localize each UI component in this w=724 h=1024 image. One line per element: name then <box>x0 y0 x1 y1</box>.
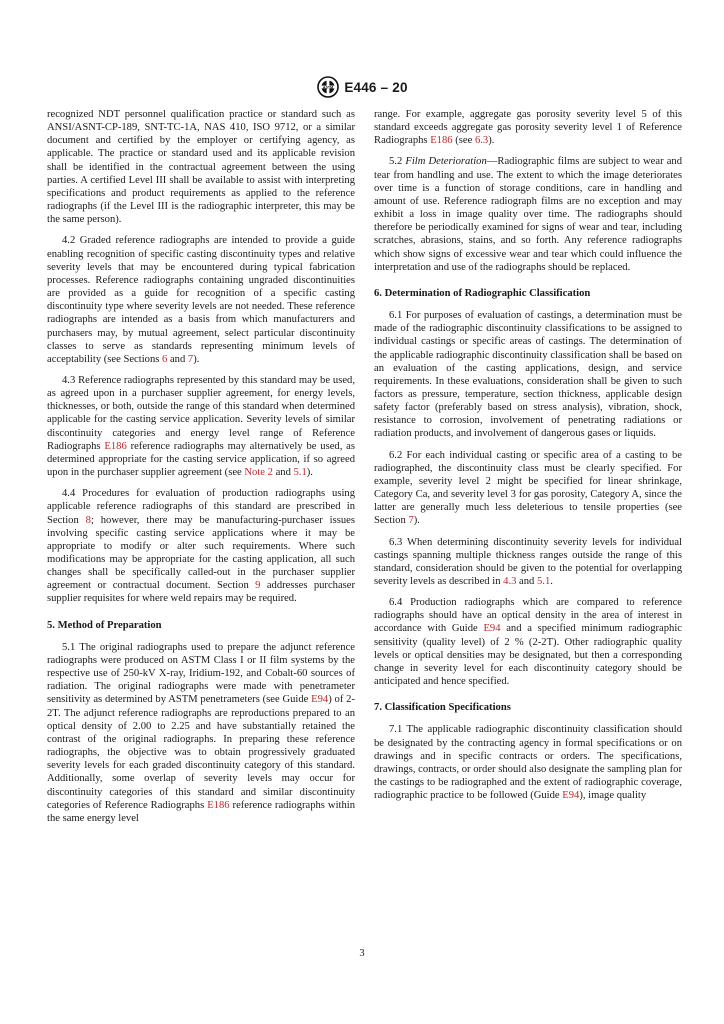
paragraph-6-1: 6.1 For purposes of evaluation of castings, a determination must be made of the radiographic discontinuity classifications to be assigned to individual castings or specific areas of castings. The determination of the applicable radiographic discontinuity classification shall be based on an evaluation of the casting applications, design, and service requirements. In these evaluations, consideration shall be given to such factors as pressure, temperature, section thickness, applicable design safety factor (preferably based on stress analysis), vibration, shock, resistance to corrosion, involvement of penetrating radiations or radiation products, and involvement of dangerous gases or liquids. <box>374 310 682 440</box>
paragraph-6-4: 6.4 Production radiographs which are compared to reference radiographs should have an optical density in the area of interest in accordance with Guide E94 and a specified minimum radiographic sensitivity (quality level) of 2 % (2-2T). Other radiographic quality levels or optical densities may be designated, but then a corresponding change in severity level for each discontinuity category should be anticipated and hence specified. <box>374 597 682 688</box>
link-e186[interactable]: E186 <box>430 135 453 147</box>
link-e186[interactable]: E186 <box>207 799 230 811</box>
link-note-2[interactable]: Note 2 <box>244 467 273 479</box>
link-5-1[interactable]: 5.1 <box>537 576 551 587</box>
paragraph-4-4: 4.4 Procedures for evaluation of production radiographs using applicable reference radiographs of this standard are prescribed in Section 8; however, there may be manufacturing-purchaser issues involving specific casting service applications where it may be appropriate to modify or alter such requirements. Where such modifications may be appropriate for the casting application, all such changes shall be specifically called-out in the purchaser supplier agreement or contractual document. Section 9 addresses purchaser supplier requisites for where weld repairs may be required. <box>47 488 356 605</box>
left-column <box>47 108 355 833</box>
paragraph-4-3: 4.3 Reference radiographs represented by this standard may be used, as agreed upon in a purchaser supplier agreement, for energy levels, thicknesses, or both, outside the range of this standard when determined applicable for the casting service application. Severity levels of similar discontinuity categories and energy level range of Reference Radiographs E186 reference radiographs may alternatively be used, as determined appropriate for the casting service application, if so agreed upon in the purchaser supplier agreement (see Note 2 and 5.1). <box>47 374 355 479</box>
link-e186[interactable]: E186 <box>104 440 127 452</box>
link-section-9[interactable]: 9 <box>255 580 261 592</box>
page-header <box>0 76 724 98</box>
subsection-title: Film Deterioration <box>405 156 487 168</box>
link-e94[interactable]: E94 <box>562 790 580 802</box>
paragraph-6-2: 6.2 For each individual casting or specific area of a casting to be radiographed, the discontinuity class must be clearly specified. For example, severity level 2 might be specified for linear shrinkage, Category Ca, and severity level 3 for gas porosity, Category A, since the latter are generally much less deleterious to tensile properties (see Section 7). <box>374 449 682 527</box>
link-6-3[interactable]: 6.3 <box>474 135 489 147</box>
paragraph-5-1: 5.1 The original radiographs used to prepare the adjunct reference radiographs were produced on ASTM Class I or II film systems by the respective use of 250-kV X-ray, Iridium-192, and Cobalt-60 sources of radiation. The original radiographs were made with penetrameter sensitivity as determined by ASTM penetrameters (see Guide E94) of 2-2T. The adjunct reference radiographs are reproductions prepared to an optical density of 2.00 to 2.25 and have substantially retained the contrast of the original radiographs. In preparing these reference radiographs, the objective was to obtain progressively graduated severity levels for each graded discontinuity category of this standard. Additionally, some overlap of severity levels may occur for discontinuity categories of this standard and similar discontinuity categories of Reference Radiographs E186 reference radiographs within the same energy level <box>47 641 355 824</box>
paragraph-5-1-continued: range. For example, aggregate gas porosity severity level 5 of this standard exceeds aggregate gas porosity severity level 1 of Reference Radiographs E186 (see 6.3). <box>374 109 682 147</box>
link-section-7[interactable]: 7 <box>187 353 194 365</box>
link-e94[interactable]: E94 <box>483 623 501 635</box>
link-4-3[interactable]: 4.3 <box>503 576 517 587</box>
paragraph-6-3: 6.3 When determining discontinuity severity levels for individual castings spanning multiple thickness ranges outside the range of this standard, consideration should be given to the potential for overlapping severity levels as described in 4.3 and 5.1. <box>374 536 682 587</box>
link-section-6[interactable]: 6 <box>162 353 168 365</box>
page-number: 3 <box>359 948 365 959</box>
heading-section-6: 6. Determination of Radiographic Classification <box>374 287 591 299</box>
heading-section-5: 5. Method of Preparation <box>47 619 162 631</box>
svg-text:ASTM: ASTM <box>323 85 334 90</box>
link-section-7[interactable]: 7 <box>408 515 414 527</box>
link-section-8[interactable]: 8 <box>85 514 91 526</box>
astm-logo-icon <box>316 76 340 98</box>
document-designation: E446 – 20 <box>344 79 408 95</box>
paragraph-7-1: 7.1 The applicable radiographic discontinuity classification should be designated by the contracting agency in formal specifications or on drawings and in specific contracts or orders. The specifications, drawings, contracts, or order should also designate the sampling plan for the castings to be radiographed and the extent of radiographic coverage, radiographic practice to be followed (Guide E94), image quality <box>374 724 682 802</box>
heading-section-7: 7. Classification Specifications <box>374 702 511 714</box>
paragraph-5-2: 5.2 Film Deterioration—Radiographic films are subject to wear and tear from handling and use. The extent to which the image deteriorates over time is a function of storage conditions, care in handling and amount of use. Reference radiograph films are no exception and may exhibit a loss in image quality over time. The radiographs should therefore be periodically examined for signs of wear and tear, including scratches, abrasions, stains, and so forth. Any reference radiographs which show signs of excessive wear and tear which could influence the interpretation and use of the radiographs should be replaced. <box>374 156 683 273</box>
link-5-1[interactable]: 5.1 <box>293 467 307 479</box>
paragraph-4-1-continued: recognized NDT personnel qualification practice or standard such as ANSI/ASNT-CP-189, SNT-TC-1A, NAS 410, ISO 9712, or a similar document and certified by the employer or certifying agency, as applicable. The practice or standard used and its applicable revision shall be identified in the contractual agreement between the using parties. A certified Level III shall be available to assist with interpreting specifications and product requirements as applied to the reference radiographs (if the Level III is the radiographic interpreter, this may be the same person). <box>47 109 355 226</box>
right-column <box>374 108 682 810</box>
paragraph-4-2: 4.2 Graded reference radiographs are intended to provide a guide enabling recognition of specific casting discontinuity types and relative severity levels that may be encountered during typical fabrication processes. Reference radiographs containing ungraded discontinuities are provided as a guide for recognition of a specific casting discontinuity type where severity levels are not needed. These reference radiographs are intended as a basis from which manufacturers and purchasers may, by mutual agreement, select particular discontinuity classes to serve as standards representing minimum levels of acceptability (see Sections 6 and 7). <box>47 235 355 365</box>
link-e94[interactable]: E94 <box>311 694 329 706</box>
